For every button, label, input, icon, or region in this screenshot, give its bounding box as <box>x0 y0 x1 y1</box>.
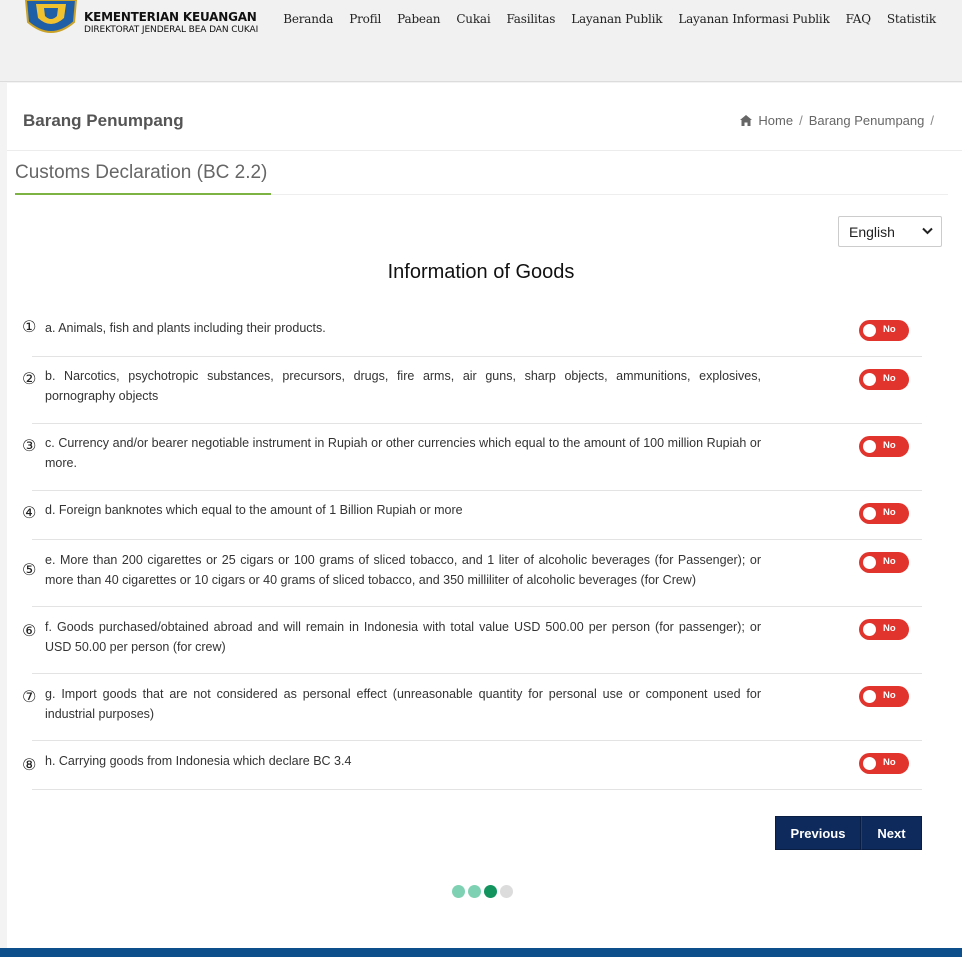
answer-toggle[interactable] <box>859 753 909 774</box>
question-number: ⑥ <box>22 621 37 640</box>
progress-dot <box>500 885 513 898</box>
answer-toggle[interactable] <box>859 369 909 390</box>
page-title: Barang Penumpang <box>23 111 184 130</box>
language-selected: English <box>849 224 895 240</box>
top-header <box>0 0 962 82</box>
question-text: c. Currency and/or bearer negotiable instrument in Rupiah or other currencies which equal to the amount of 100 million Rupiah or more. <box>45 436 761 470</box>
toggle-label: No <box>883 507 896 518</box>
question-row <box>22 357 922 424</box>
question-text: h. Carrying goods from Indonesia which declare BC 3.4 <box>45 754 352 768</box>
home-icon <box>740 115 752 126</box>
nav-faq[interactable]: FAQ <box>845 12 871 26</box>
tab-customs-declaration[interactable]: Customs Declaration (BC 2.2) <box>15 162 271 195</box>
answer-toggle[interactable] <box>859 552 909 573</box>
breadcrumb-separator: / <box>799 113 803 128</box>
toggle-knob <box>863 690 876 703</box>
section-title: Information of Goods <box>387 261 575 283</box>
question-row <box>22 540 922 607</box>
question-text: a. Animals, fish and plants including their products. <box>45 321 326 335</box>
toggle-knob <box>863 757 876 770</box>
question-text: g. Import goods that are not considered as personal effect (unreasonable quantity for personal use or component used for industrial purposes) <box>45 687 761 721</box>
nav-layanan-informasi-publik[interactable]: Layanan Informasi Publik <box>678 12 830 26</box>
toggle-label: No <box>883 690 896 701</box>
progress-dot <box>468 885 481 898</box>
answer-toggle[interactable] <box>859 686 909 707</box>
question-row <box>22 607 922 674</box>
brand-title: KEMENTERIAN KEUANGAN <box>84 10 257 24</box>
toggle-knob <box>863 324 876 337</box>
progress-dot <box>452 885 465 898</box>
nav-profil[interactable]: Profil <box>349 12 382 26</box>
question-number: ① <box>22 317 37 336</box>
answer-toggle[interactable] <box>859 320 909 341</box>
chevron-down-icon <box>922 227 933 235</box>
toggle-label: No <box>883 440 896 451</box>
toggle-label: No <box>883 324 896 335</box>
toggle-knob <box>863 440 876 453</box>
breadcrumb-home[interactable]: Home <box>758 113 794 128</box>
question-row <box>22 306 922 357</box>
nav-beranda[interactable]: Beranda <box>283 12 334 26</box>
question-number: ⑤ <box>22 560 37 579</box>
nav-pabean[interactable]: Pabean <box>397 12 441 26</box>
question-number: ② <box>22 369 37 388</box>
brand <box>84 10 258 35</box>
question-row <box>22 424 922 491</box>
kemenkeu-logo[interactable] <box>24 0 78 38</box>
breadcrumb <box>740 113 934 128</box>
question-number: ③ <box>22 436 37 455</box>
toggle-knob <box>863 556 876 569</box>
tab-bar <box>15 162 948 195</box>
previous-button[interactable]: Previous <box>775 816 861 850</box>
question-row <box>22 491 922 540</box>
question-row <box>22 674 922 741</box>
toggle-label: No <box>883 623 896 634</box>
answer-toggle[interactable] <box>859 619 909 640</box>
answer-toggle[interactable] <box>859 503 909 524</box>
main-nav <box>283 12 936 26</box>
nav-cukai[interactable]: Cukai <box>456 12 491 26</box>
toggle-label: No <box>883 757 896 768</box>
question-number: ⑦ <box>22 687 37 706</box>
toggle-knob <box>863 373 876 386</box>
page-header <box>7 83 962 151</box>
nav-statistik[interactable]: Statistik <box>886 12 936 26</box>
question-number: ⑧ <box>22 755 37 774</box>
question-text: d. Foreign banknotes which equal to the amount of 1 Billion Rupiah or more <box>45 503 463 517</box>
language-select[interactable] <box>838 216 942 247</box>
question-row <box>22 741 922 790</box>
nav-layanan-publik[interactable]: Layanan Publik <box>571 12 663 26</box>
question-number: ④ <box>22 503 37 522</box>
question-text: f. Goods purchased/obtained abroad and will remain in Indonesia with total value USD 500.00 per person (for passenger); or USD 50.00 per person (for crew) <box>45 620 761 654</box>
breadcrumb-current[interactable]: Barang Penumpang <box>808 113 925 128</box>
question-text: e. More than 200 cigarettes or 25 cigars or 100 grams of sliced tobacco, and 1 liter of alcoholic beverages (for Passenger); or more than 40 cigarettes or 10 cigars or 40 grams of sliced tobacco, and 350 milliliter of alcoholic beverages (for Crew) <box>45 553 761 587</box>
pager-buttons <box>775 816 922 850</box>
toggle-label: No <box>883 373 896 384</box>
nav-fasilitas[interactable]: Fasilitas <box>506 12 556 26</box>
breadcrumb-separator: / <box>930 113 934 128</box>
answer-toggle[interactable] <box>859 436 909 457</box>
next-button[interactable]: Next <box>861 816 922 850</box>
footer-bar <box>0 948 962 957</box>
toggle-knob <box>863 507 876 520</box>
brand-subtitle: DIREKTORAT JENDERAL BEA DAN CUKAI <box>84 25 259 35</box>
toggle-label: No <box>883 556 896 567</box>
content-card <box>7 83 962 948</box>
question-text: b. Narcotics, psychotropic substances, precursors, drugs, fire arms, air guns, sharp objects, ammunitions, explosives, pornography objects <box>45 369 761 403</box>
toggle-knob <box>863 623 876 636</box>
progress-dot <box>484 885 497 898</box>
progress-dots <box>452 885 513 898</box>
